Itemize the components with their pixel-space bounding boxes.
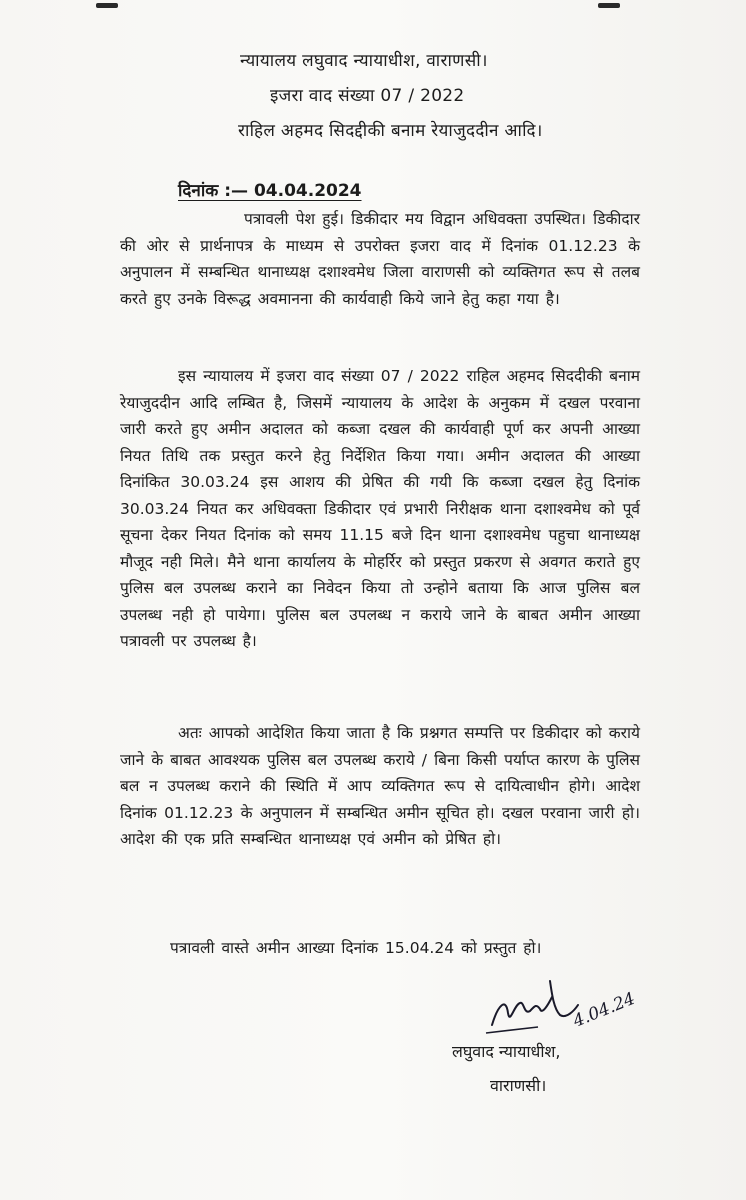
paragraph-4: पत्रावली वास्ते अमीन आख्या दिनांक 15.04.24 को प्रस्तुत हो। — [170, 939, 542, 957]
signatory-designation: लघुवाद न्यायाधीश, — [452, 1042, 561, 1061]
paragraph-1: पत्रावली पेश हुई। डिकीदार मय विद्वान अधिवक्ता उपस्थित। डिकीदार की ओर से प्रार्थनापत्र के माध्यम से उपरोक्त इजरा वाद में दिनांक 01.12.23 के अनुपालन में सम्बन्धित थानाध्यक्ष दशाश्वमेध जिला वाराणसी को व्यक्तिगत रूप से तलब करते हुए उनके विरूद्ध अवमानना की कार्यवाही किये जाने हेतु कहा गया है। — [120, 210, 640, 308]
signature-date: 4.04.24 — [570, 988, 639, 1032]
case-parties: राहिल अहमद सिदद्दीकी बनाम रेयाजुददीन आदि। — [238, 121, 543, 141]
case-number: इजरा वाद संख्या 07 / 2022 — [270, 86, 465, 106]
order-date: दिनांक :— 04.04.2024 — [178, 181, 362, 201]
paragraph-3: अतः आपको आदेशित किया जाता है कि प्रश्नगत सम्पत्ति पर डिकीदार को कराये जाने के बाबत आवश्यक पुलिस बल उपलब्ध कराये / बिना किसी पर्याप्त कारण के पुलिस बल न उपलब्ध कराने की स्थिति में आप व्यक्तिगत रूप से दायित्वाधीन होगे। आदेश दिनांक 01.12.23 के अनुपालन में सम्बन्धित अमीन सूचित हो। दखल परवाना जारी हो। आदेश की एक प्रति सम्बन्धित थानाध्यक्ष एवं अमीन को प्रेषित हो। — [120, 724, 640, 848]
punch-hole-mark — [598, 3, 620, 8]
paragraph-2: इस न्यायालय में इजरा वाद संख्या 07 / 2022 राहिल अहमद सिददीकी बनाम रेयाजुददीन आदि लम्बित है, जिसमें न्यायालय के आदेश के अनुकम में दखल परवाना जारी करते हुए अमीन अदालत को कब्जा दखल की कार्यवाही पूर्ण कर अपनी आख्या नियत तिथि तक प्रस्तुत करने हेतु निर्देशित किया गया। अमीन अदालत की आख्या दिनांकित 30.03.24 इस आशय की प्रेषित की गयी कि कब्जा दखल हेतु दिनांक 30.03.24 नियत कर अधिवक्ता डिकीदार एवं प्रभारी निरीक्षक थाना दशाश्वमेध को पूर्व सूचना देकर नियत दिनांक को समय 11.15 बजे दिन थाना दशाश्वमेध पहुचा थानाध्यक्ष मौजूद नही मिले। मैने थाना कार्यालय के मोहर्रिर को प्रस्तुत प्रकरण से अवगत कराते हुए पुलिस बल उपलब्ध कराने का निवेदन किया तो उन्होने बताया कि आज पुलिस बल उपलब्ध नही हो पायेगा। पुलिस बल उपलब्ध न कराये जाने के बाबत अमीन आख्या पत्रावली पर उपलब्ध है। — [120, 367, 640, 650]
punch-hole-mark — [96, 3, 118, 8]
handwritten-signature — [478, 975, 648, 1035]
signatory-place: वाराणसी। — [490, 1076, 547, 1095]
court-title: न्यायालय लघुवाद न्यायाधीश, वाराणसी। — [240, 51, 488, 71]
signature-scribble — [478, 975, 648, 1035]
